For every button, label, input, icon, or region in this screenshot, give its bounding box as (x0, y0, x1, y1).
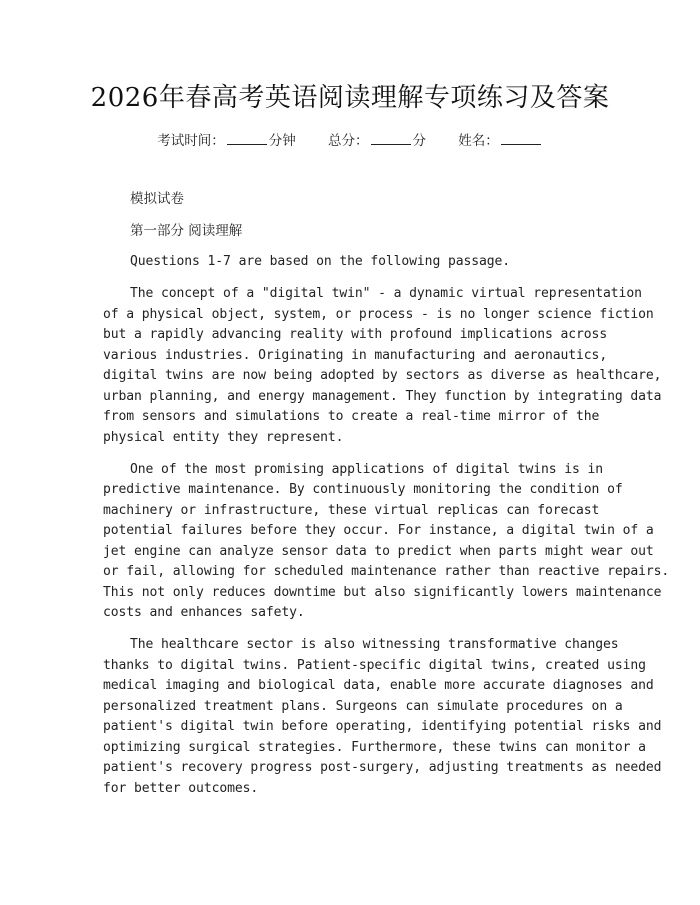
exam-name-field (458, 133, 543, 149)
passage-line: of a physical object, system, or process - is no longer science fiction (103, 306, 654, 322)
exam-name-blank (501, 130, 541, 145)
passage-line: from sensors and simulations to create a real-time mirror of the (103, 409, 600, 424)
passage-line: digital twins are now being adopted by sectors as diverse as healthcare, (103, 368, 662, 383)
page-title: 2026年春高考英语阅读理解专项练习及答案 (90, 83, 610, 113)
passage-line: patient's digital twin before operating, identifying potential risks and (103, 719, 662, 734)
passage-line: urban planning, and energy management. They function by integrating data (103, 388, 662, 404)
passage-line: medical imaging and biological data, enable more accurate diagnoses and (103, 678, 654, 693)
passage-line: physical entity they represent. (103, 429, 344, 445)
section-label: 模拟试卷 (130, 191, 184, 207)
exam-time-unit: 分钟 (268, 133, 296, 149)
passage-line: or fail, allowing for scheduled maintenance rather than reactive repairs. (103, 564, 670, 579)
passage-paragraph-3 (103, 635, 662, 799)
passage-line: One of the most promising applications of digital twins is in (130, 461, 604, 477)
exam-time-blank (227, 130, 267, 145)
passage-line: personalized treatment plans. Surgeons can simulate procedures on a (103, 698, 623, 714)
exam-score-field (328, 133, 426, 149)
passage-line: for better outcomes. (103, 780, 259, 796)
passage-line: The concept of a "digital twin" - a dynamic virtual representation (130, 286, 642, 301)
exam-score-unit: 分 (412, 133, 426, 149)
exam-time-field (157, 133, 296, 149)
document-body (103, 188, 670, 811)
passage-line: various industries. Originating in manufacturing and aeronautics, (103, 347, 608, 363)
exam-info-line (0, 130, 700, 152)
passage-line: machinery or infrastructure, these virtual replicas can forecast (103, 502, 600, 518)
passage-line: jet engine can analyze sensor data to predict when parts might wear out (103, 543, 654, 559)
passage-line: thanks to digital twins. Patient-specific digital twins, created using (103, 657, 646, 673)
passage-line: potential failures before they occur. For instance, a digital twin of a (103, 523, 654, 538)
exam-score-label: 总分： (328, 133, 369, 149)
passage-line: optimizing surgical strategies. Furthermore, these twins can monitor a (103, 739, 646, 755)
questions-intro: Questions 1-7 are based on the following passage. (130, 254, 510, 269)
passage-line: patient's recovery progress post-surgery, adjusting treatments as needed (103, 760, 662, 775)
passage-line: costs and enhances safety. (103, 605, 305, 620)
passage-line: but a rapidly advancing reality with profound implications across (103, 327, 608, 342)
passage-paragraph-1 (103, 284, 662, 448)
passage-line: The healthcare sector is also witnessing transformative changes (130, 637, 619, 652)
exam-time-label: 考试时间： (157, 133, 225, 149)
exam-name-label: 姓名： (458, 133, 499, 149)
passage-line: predictive maintenance. By continuously monitoring the condition of (103, 482, 623, 497)
passage-line: This not only reduces downtime but also significantly lowers maintenance (103, 584, 662, 600)
part-label: 第一部分 阅读理解 (130, 223, 243, 239)
exam-score-blank (371, 130, 411, 145)
passage-paragraph-2 (103, 460, 670, 624)
